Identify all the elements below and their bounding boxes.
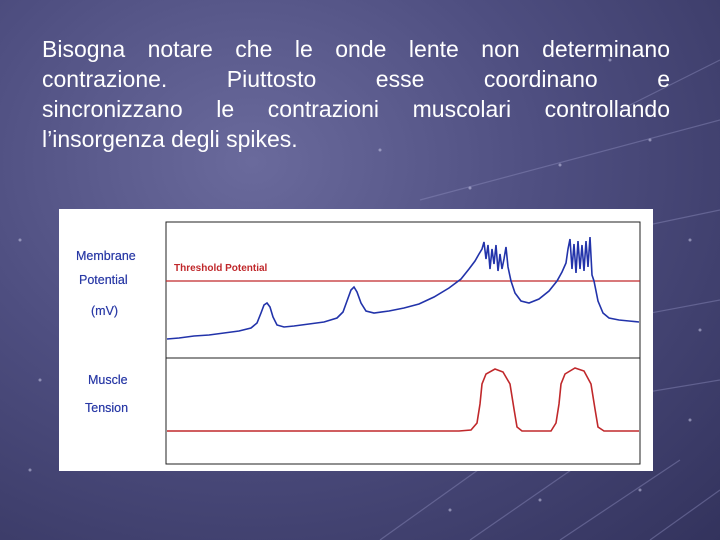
muscle-label-line-1: Muscle xyxy=(88,373,128,387)
muscle-tension-trace xyxy=(167,368,639,431)
muscle-label-line-2: Tension xyxy=(85,401,129,415)
body-text-line-4: l’insorgenza degli spikes. xyxy=(42,126,298,152)
body-text-line-3: sincronizzano le contrazioni muscolari controllando xyxy=(42,96,670,122)
threshold-potential-label: Threshold Potential xyxy=(174,263,268,274)
membrane-potential-trace xyxy=(167,237,639,339)
figure-graphics xyxy=(59,209,653,471)
slide-body-text xyxy=(42,34,670,154)
body-text-line-1: Bisogna notare che le onde lente non determinano xyxy=(42,36,670,62)
membrane-unit-label: (mV) xyxy=(91,304,119,318)
plot-frame xyxy=(166,222,640,464)
slow-wave-figure xyxy=(59,209,653,471)
membrane-label-line-2: Potential xyxy=(79,273,128,287)
membrane-label-line-1: Membrane xyxy=(76,249,136,263)
body-text-line-2: contrazione. Piuttosto esse coordinano e xyxy=(42,66,670,92)
